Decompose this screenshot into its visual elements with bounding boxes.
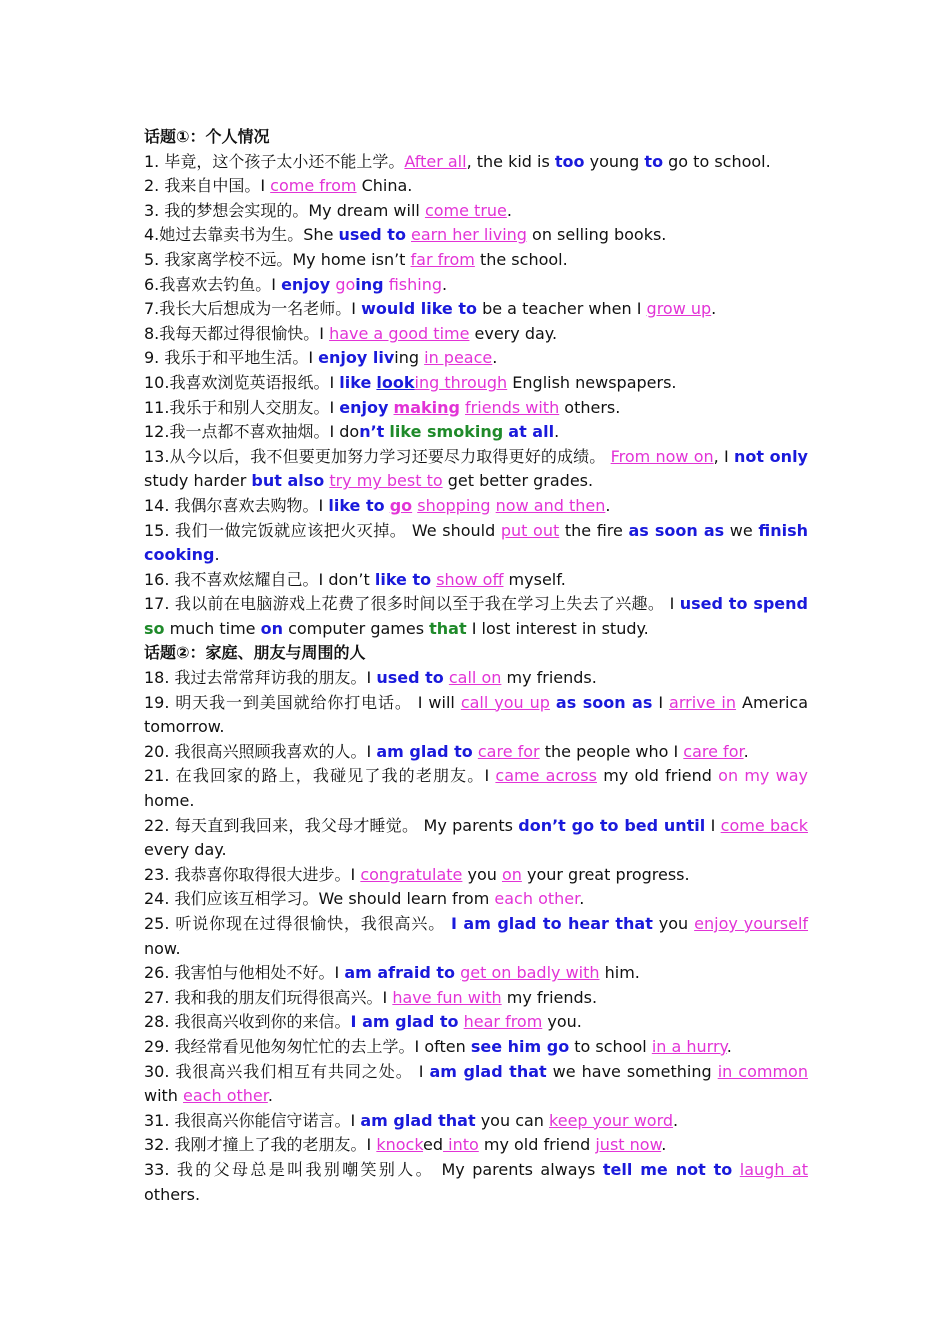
sentence-item bbox=[144, 273, 808, 298]
sentence-text: home. bbox=[144, 791, 195, 811]
sentence-text: my old friend bbox=[596, 766, 719, 786]
sentence-text: 16. 我不喜欢炫耀自己。I don’t bbox=[144, 569, 375, 589]
sentence-text: now. bbox=[144, 938, 181, 958]
phrase-highlight: like smoking bbox=[389, 422, 504, 442]
phrase-highlight: friends with bbox=[465, 397, 560, 417]
phrase-highlight: making bbox=[393, 397, 460, 417]
phrase-highlight: shopping bbox=[417, 495, 491, 515]
sentence-text: . bbox=[579, 889, 585, 909]
sentence-text: . bbox=[726, 1036, 732, 1056]
sentence-text: you bbox=[462, 864, 502, 884]
phrase-highlight: am glad that bbox=[429, 1061, 547, 1081]
phrase-highlight: have fun with bbox=[392, 987, 502, 1007]
sentence-text: my old friend bbox=[478, 1135, 596, 1155]
sentence-text: you bbox=[652, 914, 695, 933]
sentence-text: . bbox=[554, 422, 560, 442]
sentence-item bbox=[144, 371, 808, 396]
phrase-highlight: n’t bbox=[359, 422, 385, 442]
sentence-item bbox=[144, 199, 808, 224]
phrase-highlight: to bbox=[644, 151, 664, 171]
sentence-text: 31. 我很高兴你能信守诺言。I bbox=[144, 1110, 361, 1130]
phrase-highlight: call you up bbox=[460, 692, 550, 712]
sentence-text: you. bbox=[542, 1012, 582, 1032]
phrase-highlight: keep your word bbox=[549, 1110, 674, 1130]
sentence-text: study harder bbox=[144, 471, 252, 491]
phrase-highlight: used to bbox=[376, 668, 444, 688]
sentence-text: 13.从今以后，我不但要更加努力学习还要尽力取得更好的成绩。 bbox=[144, 446, 611, 466]
sentence-text: China. bbox=[356, 176, 413, 196]
sentence-text: 24. 我们应该互相学习。We should learn from bbox=[144, 889, 495, 909]
sentence-text: your great progress. bbox=[521, 864, 690, 884]
sentence-text: myself. bbox=[503, 569, 566, 589]
sentence-text: ed bbox=[423, 1135, 444, 1155]
phrase-highlight: show off bbox=[436, 569, 504, 589]
sentence-item bbox=[144, 248, 808, 273]
topic-1-heading: 话题①：个人情况 bbox=[144, 127, 270, 146]
phrase-highlight: now and then bbox=[495, 495, 606, 515]
phrase-highlight: enjoy liv bbox=[318, 348, 395, 368]
phrase-highlight: but also bbox=[251, 471, 325, 491]
document-page bbox=[144, 125, 808, 1207]
phrase-highlight: tell me not to bbox=[602, 1159, 733, 1179]
sentence-text: English newspapers. bbox=[507, 372, 677, 392]
sentence-item bbox=[144, 1109, 808, 1134]
sentence-text: 19. 明天我一到美国就给你打电话。 I will bbox=[144, 692, 461, 712]
sentence-item bbox=[144, 1060, 808, 1109]
sentence-text: go to school. bbox=[663, 151, 771, 171]
phrase-highlight: am afraid to bbox=[344, 963, 455, 983]
sentence-text: 26. 我害怕与他相处不好。I bbox=[144, 963, 345, 983]
sentence-item bbox=[144, 592, 808, 641]
sentence-item bbox=[144, 691, 808, 740]
sentence-text: 25. 听说你现在过得很愉快，我很高兴。 bbox=[144, 914, 452, 933]
phrase-highlight: not only bbox=[733, 446, 808, 466]
sentence-text: America tomorrow. bbox=[144, 692, 808, 737]
phrase-highlight: just now bbox=[595, 1135, 662, 1155]
phrase-highlight: I am glad to hear that bbox=[451, 914, 653, 933]
sentence-text: 10.我喜欢浏览英语报纸。I bbox=[144, 372, 340, 392]
sentence-item bbox=[144, 764, 808, 813]
phrase-highlight: ing bbox=[355, 274, 384, 294]
phrase-highlight: go bbox=[389, 495, 413, 515]
phrase-highlight: come back bbox=[720, 815, 808, 835]
sentence-text: 28. 我很高兴收到你的来信。 bbox=[144, 1012, 351, 1032]
sentence-text: my friends. bbox=[501, 668, 597, 688]
phrase-highlight: in a hurry bbox=[651, 1036, 727, 1056]
phrase-highlight: ing through bbox=[414, 372, 508, 392]
phrase-highlight: in common bbox=[717, 1061, 808, 1081]
sentence-text: we bbox=[724, 520, 759, 540]
phrase-highlight: call on bbox=[448, 668, 502, 688]
sentence-text: others. bbox=[144, 1184, 201, 1204]
phrase-highlight: on my way bbox=[718, 766, 808, 786]
topic-2-list bbox=[144, 666, 808, 1207]
phrase-highlight: arrive in bbox=[669, 692, 737, 712]
sentence-item bbox=[144, 863, 808, 888]
phrase-highlight: fishing bbox=[388, 274, 442, 294]
sentence-item bbox=[144, 322, 808, 347]
phrase-highlight: enjoy yourself bbox=[694, 914, 809, 933]
sentence-item bbox=[144, 1158, 808, 1207]
phrase-highlight: as soon as bbox=[628, 520, 725, 540]
sentence-text: 12.我一点都不喜欢抽烟。I do bbox=[144, 422, 360, 442]
phrase-highlight: as soon as bbox=[555, 692, 653, 712]
phrase-highlight: that bbox=[429, 618, 467, 638]
phrase-highlight: come true bbox=[424, 200, 507, 220]
topic-1-list bbox=[144, 150, 808, 642]
phrase-highlight: I am glad to bbox=[350, 1012, 459, 1032]
sentence-text: . bbox=[506, 200, 512, 220]
sentence-text: ing bbox=[394, 348, 425, 368]
sentence-text: much time bbox=[164, 618, 261, 638]
phrase-highlight: care for bbox=[477, 741, 540, 761]
sentence-item bbox=[144, 420, 808, 445]
sentence-text: with bbox=[144, 1086, 184, 1106]
phrase-highlight: like to bbox=[328, 495, 385, 515]
phrase-highlight: used to bbox=[338, 225, 406, 245]
phrase-highlight: earn her living bbox=[411, 225, 527, 245]
sentence-text: I lost interest in study. bbox=[466, 618, 649, 638]
sentence-item bbox=[144, 1010, 808, 1035]
topic-2-heading: 话题②：家庭、朋友与周围的人 bbox=[144, 643, 366, 663]
sentence-text: . bbox=[214, 545, 220, 565]
sentence-text: on selling books. bbox=[526, 225, 667, 245]
phrase-highlight: finish cooking bbox=[144, 520, 808, 565]
sentence-text: 18. 我过去常常拜访我的朋友。I bbox=[144, 668, 377, 688]
sentence-text: you can bbox=[475, 1110, 550, 1130]
phrase-highlight: like to bbox=[374, 569, 432, 589]
sentence-item bbox=[144, 174, 808, 199]
phrase-highlight: After all bbox=[404, 151, 467, 171]
phrase-highlight: try my best to bbox=[329, 471, 443, 491]
phrase-highlight: enjoy bbox=[281, 274, 331, 294]
phrase-highlight: too bbox=[554, 151, 585, 171]
sentence-text: the fire bbox=[559, 520, 629, 540]
sentence-item bbox=[144, 961, 808, 986]
sentence-item bbox=[144, 814, 808, 863]
sentence-text: 27. 我和我的朋友们玩得很高兴。I bbox=[144, 987, 393, 1007]
sentence-text: the school. bbox=[474, 249, 568, 269]
phrase-highlight: am glad that bbox=[360, 1110, 476, 1130]
sentence-text: 33. 我的父母总是叫我别嘲笑别人。 My parents always bbox=[144, 1159, 603, 1179]
phrase-highlight: get on badly with bbox=[460, 963, 600, 983]
phrase-highlight: like bbox=[339, 372, 372, 392]
sentence-text: we have something bbox=[546, 1061, 718, 1081]
phrase-highlight: at all bbox=[508, 422, 555, 442]
sentence-text: every day. bbox=[469, 323, 558, 343]
sentence-text: . bbox=[673, 1110, 679, 1130]
phrase-highlight: hear from bbox=[463, 1012, 543, 1032]
sentence-text: 29. 我经常看见他匆匆忙忙的去上学。I often bbox=[144, 1036, 471, 1056]
sentence-text: computer games bbox=[282, 618, 430, 638]
sentence-text: others. bbox=[559, 397, 621, 417]
phrase-highlight: am glad to bbox=[376, 741, 473, 761]
sentence-text: I bbox=[705, 815, 721, 835]
phrase-highlight: knock bbox=[376, 1135, 424, 1155]
sentence-text: 23. 我恭喜你取得很大进步。I bbox=[144, 864, 361, 884]
sentence-text: be a teacher when I bbox=[477, 299, 647, 319]
phrase-highlight: enjoy bbox=[339, 397, 389, 417]
phrase-highlight: each other bbox=[494, 889, 580, 909]
sentence-item bbox=[144, 740, 808, 765]
phrase-highlight: grow up bbox=[646, 299, 712, 319]
sentence-text: , I bbox=[713, 446, 734, 466]
sentence-text: to school bbox=[569, 1036, 652, 1056]
phrase-highlight: come from bbox=[270, 176, 357, 196]
phrase-highlight: on bbox=[501, 864, 522, 884]
sentence-text: my friends. bbox=[501, 987, 598, 1007]
sentence-item bbox=[144, 396, 808, 421]
sentence-item bbox=[144, 986, 808, 1011]
phrase-highlight: don’t go to bed until bbox=[518, 815, 706, 835]
sentence-text: 20. 我很高兴照顾我喜欢的人。I bbox=[144, 741, 377, 761]
phrase-highlight: have a good time bbox=[329, 323, 470, 343]
phrase-highlight: into bbox=[443, 1135, 479, 1155]
sentence-text: 1. 毕竟，这个孩子太小还不能上学。 bbox=[144, 151, 405, 171]
sentence-text: 6.我喜欢去钓鱼。I bbox=[144, 274, 282, 294]
sentence-text: 5. 我家离学校不远。My home isn’t bbox=[144, 249, 411, 269]
sentence-item bbox=[144, 297, 808, 322]
phrase-highlight: on bbox=[260, 618, 283, 638]
phrase-highlight: far from bbox=[410, 249, 475, 269]
sentence-item bbox=[144, 887, 808, 912]
sentence-text: 7.我长大后想成为一名老师。I bbox=[144, 299, 362, 319]
sentence-text bbox=[732, 1160, 739, 1179]
sentence-text: 14. 我偶尔喜欢去购物。I bbox=[144, 495, 329, 515]
sentence-text: 21. 在我回家的路上，我碰见了我的老朋友。I bbox=[144, 766, 496, 786]
sentence-item bbox=[144, 1035, 808, 1060]
phrase-highlight: so bbox=[144, 618, 165, 638]
sentence-text: I bbox=[652, 692, 670, 712]
sentence-text: 4.她过去靠卖书为生。She bbox=[144, 225, 339, 245]
sentence-text: . bbox=[492, 348, 498, 368]
sentence-text: . bbox=[442, 274, 448, 294]
sentence-text: him. bbox=[599, 963, 640, 983]
sentence-item bbox=[144, 912, 808, 961]
sentence-text: 30. 我很高兴我们相互有共同之处。 I bbox=[144, 1061, 430, 1081]
sentence-text: 15. 我们一做完饭就应该把火灭掉。 We should bbox=[144, 520, 501, 540]
sentence-item bbox=[144, 150, 808, 175]
sentence-text: . bbox=[267, 1086, 273, 1106]
sentence-text: . bbox=[743, 741, 749, 761]
sentence-text: 9. 我乐于和平地生活。I bbox=[144, 348, 319, 368]
phrase-highlight: From now on bbox=[610, 446, 714, 466]
sentence-text: every day. bbox=[144, 840, 227, 860]
phrase-highlight: put out bbox=[500, 520, 560, 540]
phrase-highlight: each other bbox=[183, 1086, 268, 1106]
sentence-text: . bbox=[605, 495, 611, 515]
phrase-highlight: go bbox=[335, 274, 356, 294]
sentence-item bbox=[144, 519, 808, 568]
phrase-highlight: laugh at bbox=[739, 1159, 808, 1179]
sentence-text: the people who I bbox=[539, 741, 684, 761]
sentence-item bbox=[144, 445, 808, 494]
sentence-item bbox=[144, 223, 808, 248]
phrase-highlight: came across bbox=[495, 766, 597, 786]
sentence-text: 3. 我的梦想会实现的。My dream will bbox=[144, 200, 425, 220]
sentence-item bbox=[144, 346, 808, 371]
sentence-item bbox=[144, 494, 808, 519]
sentence-text: young bbox=[584, 151, 645, 171]
phrase-highlight: in peace bbox=[424, 348, 493, 368]
sentence-item bbox=[144, 666, 808, 691]
sentence-text: 2. 我来自中国。I bbox=[144, 176, 271, 196]
sentence-item bbox=[144, 568, 808, 593]
sentence-text: , the kid is bbox=[466, 151, 555, 171]
phrase-highlight: look bbox=[376, 372, 415, 392]
sentence-text: 22. 每天直到我回来，我父母才睡觉。 My parents bbox=[144, 815, 519, 835]
sentence-text: 17. 我以前在电脑游戏上花费了很多时间以至于我在学习上失去了兴趣。 I bbox=[144, 594, 680, 614]
sentence-text: . bbox=[711, 299, 717, 319]
sentence-text: 32. 我刚才撞上了我的老朋友。I bbox=[144, 1135, 377, 1155]
phrase-highlight: would like to bbox=[361, 299, 477, 319]
sentence-item bbox=[144, 1133, 808, 1158]
sentence-text: 8.我每天都过得很愉快。I bbox=[144, 323, 330, 343]
phrase-highlight: congratulate bbox=[360, 864, 463, 884]
phrase-highlight: care for bbox=[683, 741, 744, 761]
sentence-text: . bbox=[661, 1135, 667, 1155]
sentence-text: get better grades. bbox=[442, 471, 594, 491]
sentence-text: 11.我乐于和别人交朋友。I bbox=[144, 397, 340, 417]
phrase-highlight: see him go bbox=[470, 1036, 570, 1056]
phrase-highlight: used to spend bbox=[679, 594, 808, 614]
